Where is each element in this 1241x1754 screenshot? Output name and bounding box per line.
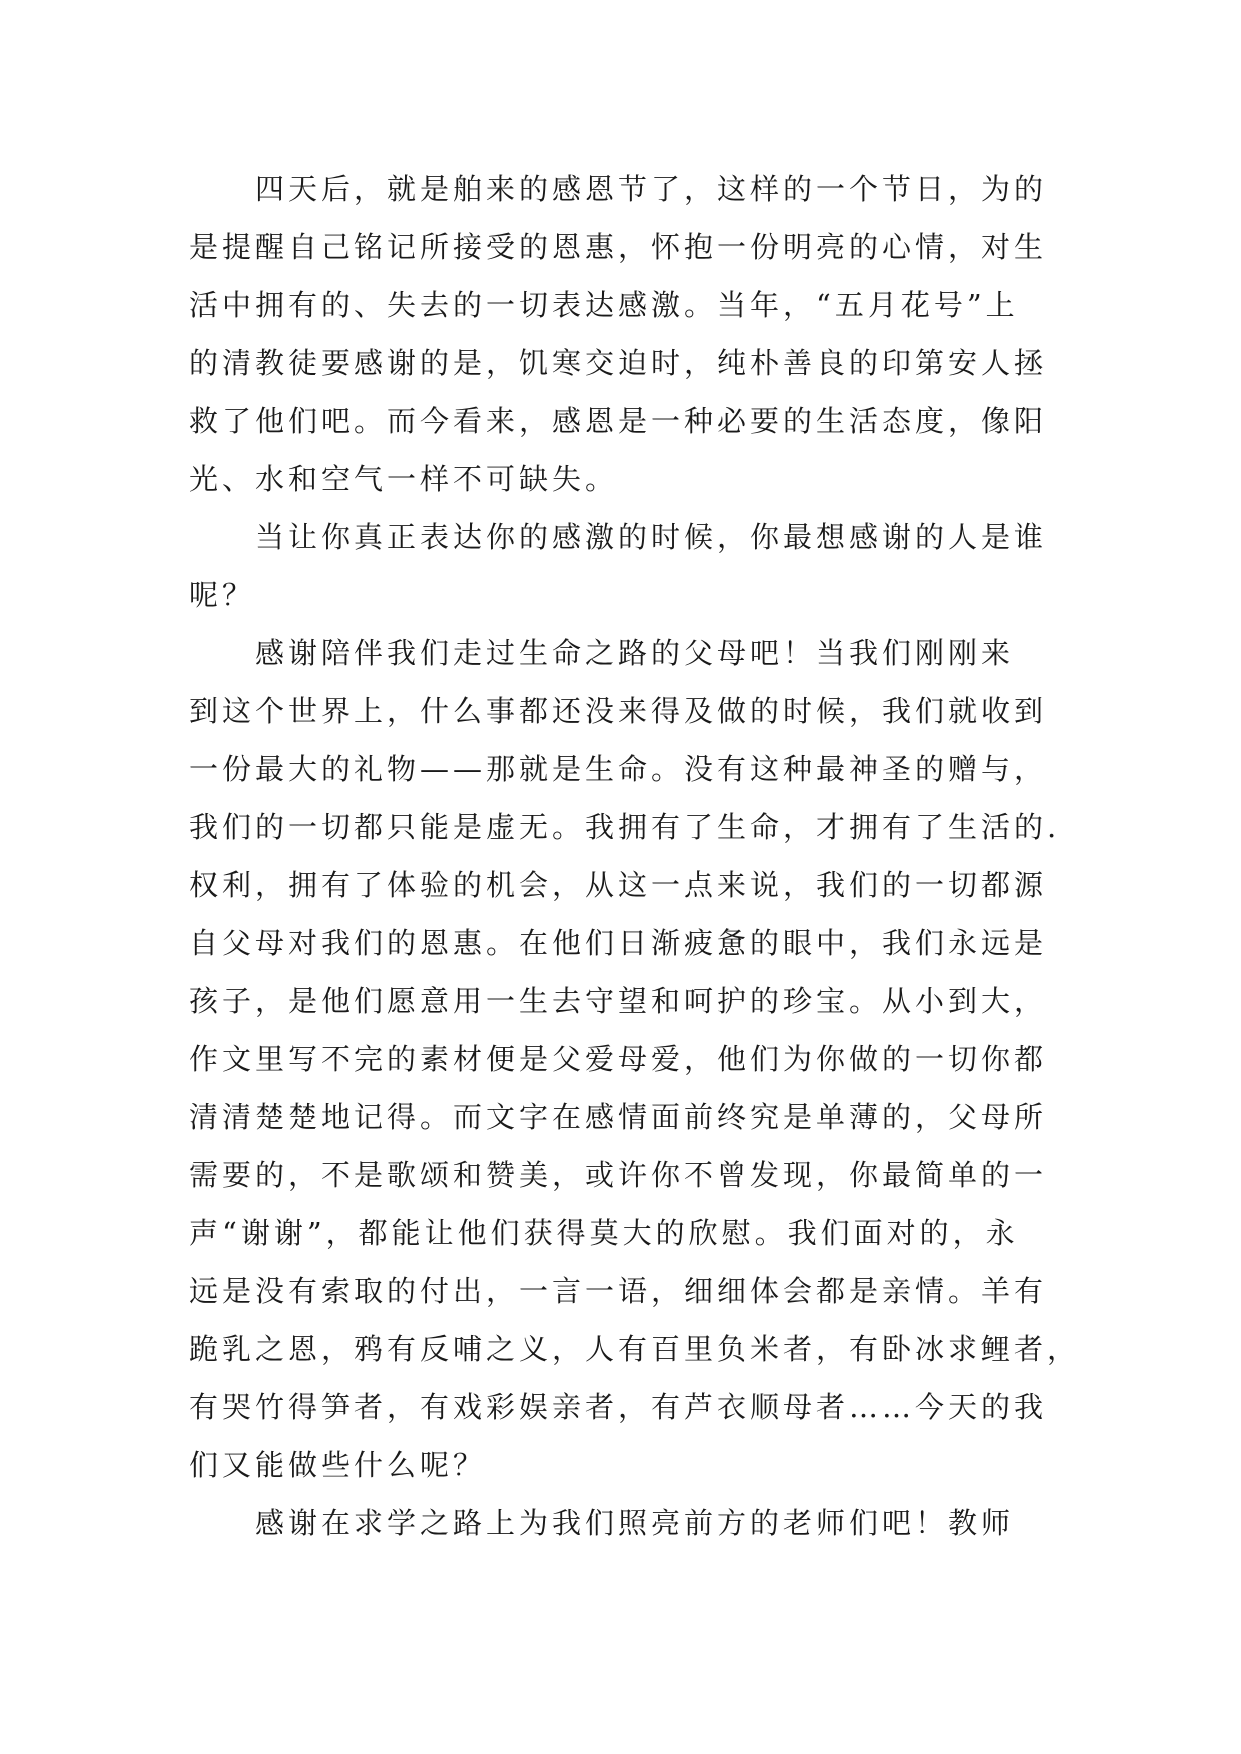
text-line: 呢？ xyxy=(189,578,256,612)
text-line: 声“谢谢”，都能让他们获得莫大的欣慰。我们面对的，永 xyxy=(189,1216,1019,1250)
text-line: 四天后，就是舶来的感恩节了，这样的一个节日，为的 xyxy=(255,172,1048,206)
paragraph-question xyxy=(189,508,1055,624)
text-line: 远是没有索取的付出，一言一语，细细体会都是亲情。羊有 xyxy=(189,1274,1048,1308)
text-line: 一份最大的礼物——那就是生命。没有这种最神圣的赠与， xyxy=(189,752,1048,786)
paragraph-teachers xyxy=(189,1494,1055,1552)
body-text xyxy=(189,160,1081,1552)
text-line: 感谢陪伴我们走过生命之路的父母吧！当我们刚刚来 xyxy=(255,636,1015,670)
text-line: 到这个世界上，什么事都还没来得及做的时候，我们就收到 xyxy=(189,694,1048,728)
text-line: 清清楚楚地记得。而文字在感情面前终究是单薄的，父母所 xyxy=(189,1100,1048,1134)
text-line: 感谢在求学之路上为我们照亮前方的老师们吧！教师 xyxy=(255,1506,1015,1540)
text-line: 自父母对我们的恩惠。在他们日渐疲惫的眼中，我们永远是 xyxy=(189,926,1048,960)
paragraph-thanksgiving xyxy=(189,160,1055,508)
text-line: 当让你真正表达你的感激的时候，你最想感谢的人是谁 xyxy=(255,520,1048,554)
text-line: 救了他们吧。而今看来，感恩是一种必要的生活态度，像阳 xyxy=(189,404,1048,438)
text-line: 是提醒自己铭记所接受的恩惠，怀抱一份明亮的心情，对生 xyxy=(189,230,1048,264)
text-line: 的清教徒要感谢的是，饥寒交迫时，纯朴善良的印第安人拯 xyxy=(189,346,1048,380)
text-line: 需要的，不是歌颂和赞美，或许你不曾发现，你最简单的一 xyxy=(189,1158,1048,1192)
text-line: 活中拥有的、失去的一切表达感激。当年，“五月花号”上 xyxy=(189,288,1019,322)
text-line: 光、水和空气一样不可缺失。 xyxy=(189,462,619,496)
text-line: 有哭竹得笋者，有戏彩娱亲者，有芦衣顺母者……今天的我 xyxy=(189,1390,1048,1424)
text-line: 跪乳之恩，鸦有反哺之义，人有百里负米者，有卧冰求鲤者， xyxy=(189,1332,1081,1366)
text-line: 权利，拥有了体验的机会，从这一点来说，我们的一切都源 xyxy=(189,868,1048,902)
paragraph-parents xyxy=(189,624,1081,1494)
text-line: 们又能做些什么呢？ xyxy=(189,1448,487,1482)
text-line: 孩子，是他们愿意用一生去守望和呵护的珍宝。从小到大， xyxy=(189,984,1048,1018)
text-line: 我们的一切都只能是虚无。我拥有了生命，才拥有了生活的. xyxy=(189,810,1061,844)
text-line: 作文里写不完的素材便是父爱母爱，他们为你做的一切你都 xyxy=(189,1042,1048,1076)
